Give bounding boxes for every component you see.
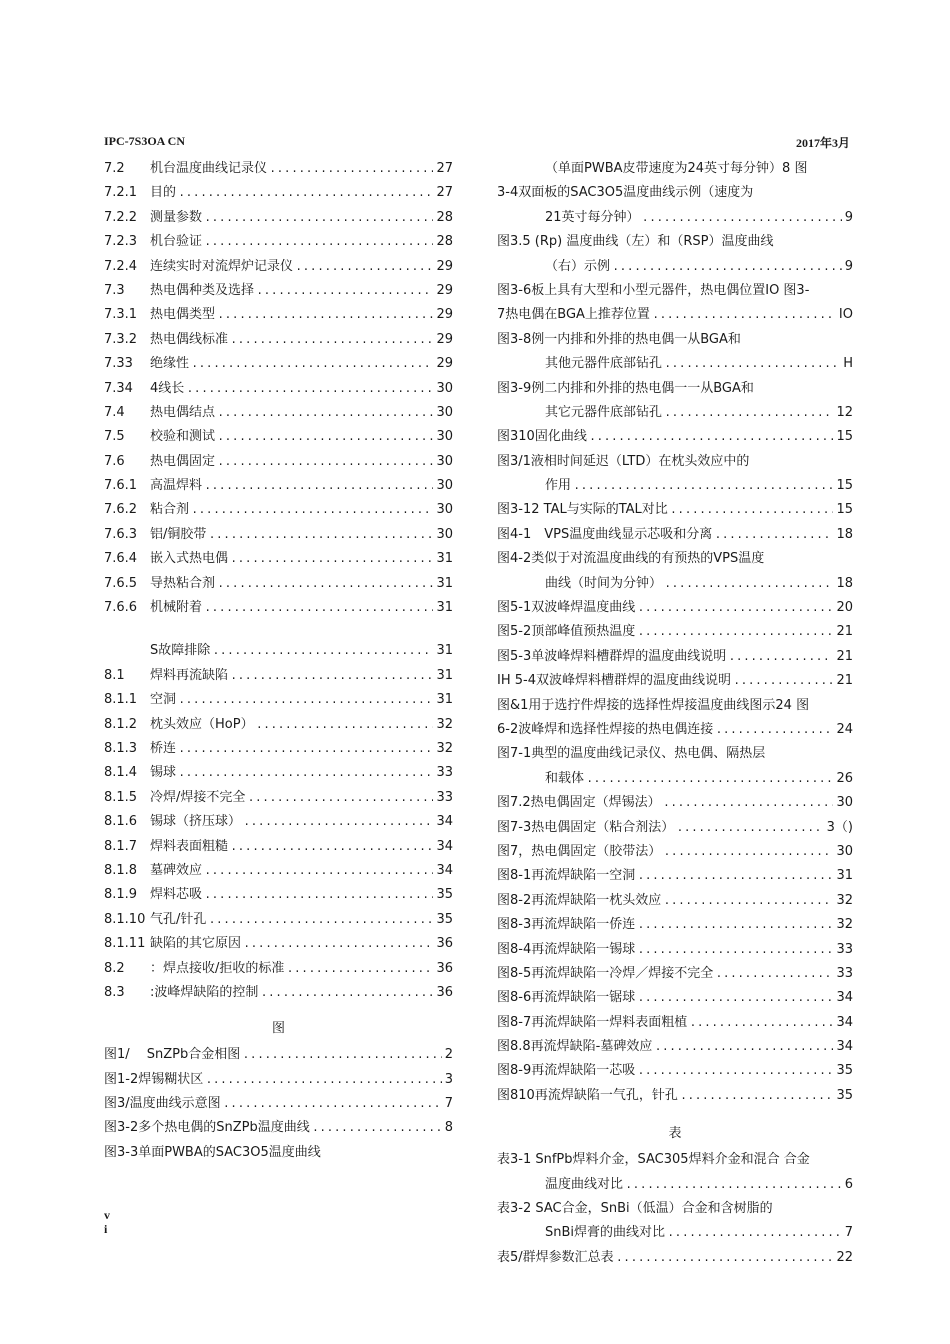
entry-number: 8.1.7 xyxy=(104,838,138,854)
entry-title: 图1-2焊锡糊状区 . . . xyxy=(104,1072,453,1087)
entry-title: S故障排除 . . . xyxy=(150,643,453,658)
entry-title: 图5-1双波峰焊温度曲线 . . . xyxy=(497,600,853,615)
toc-entry[interactable] xyxy=(104,450,453,474)
entry-page: 2 xyxy=(442,1043,453,1067)
entry-title: 21英寸每分钟） . . . xyxy=(545,210,853,225)
toc-entry[interactable] xyxy=(497,913,853,937)
entry-number: 7.6.1 xyxy=(104,478,138,494)
toc-entry[interactable] xyxy=(104,737,453,761)
toc-entry[interactable] xyxy=(497,328,853,352)
entry-page: 8 xyxy=(442,1116,453,1140)
entry-page: 35 xyxy=(833,1084,853,1108)
entry-number: 7.2.2 xyxy=(104,209,138,225)
entry-title: 图3-6板上具有大型和小型元器件，热电偶位置IO 图3- xyxy=(497,282,810,298)
entry-title: 测量参数 . . . xyxy=(150,210,453,225)
toc-entry[interactable] xyxy=(104,859,453,883)
entry-title: 热电偶线标准 . . . xyxy=(150,332,453,347)
entry-title: SnBi焊膏的曲线对比 . . . xyxy=(545,1225,853,1240)
entry-page: 35 xyxy=(433,883,453,907)
toc-entry[interactable] xyxy=(497,230,853,254)
toc-entry[interactable] xyxy=(104,1092,453,1116)
entry-title: 连续实时对流焊炉记录仪 . . . xyxy=(150,259,453,274)
entry-number: 7.6.3 xyxy=(104,526,138,542)
entry-number: 7.2 xyxy=(104,161,125,176)
toc-entry[interactable] xyxy=(104,957,453,981)
entry-title: 图1/ SnZPb合金相图 . . . xyxy=(104,1047,453,1062)
entry-title: 图7-1典型的温度曲线记录仪、热电偶、隔热层 xyxy=(497,746,766,762)
entry-page: 32 xyxy=(433,737,453,761)
toc-left-column xyxy=(104,157,453,1165)
entry-number: 7.2.1 xyxy=(104,185,138,201)
entry-number: 7.6.6 xyxy=(104,600,138,616)
entry-number: 8.1.2 xyxy=(104,716,138,732)
toc-entry[interactable] xyxy=(104,1116,453,1140)
entry-page: 27 xyxy=(433,157,453,181)
entry-title: 图7.2热电偶固定（焊锡法） . . . xyxy=(497,795,853,810)
entry-number: 8.1.5 xyxy=(104,789,138,805)
entry-title: 其它元器件底部钻孔 . . . xyxy=(545,405,853,420)
entry-page: 32 xyxy=(833,913,853,937)
entry-title: 图3-8例一内排和外排的热电偶一从BGA和 xyxy=(497,331,741,347)
entry-title: 图3/1液相时间延迟（LTD）在枕头效应中的 xyxy=(497,453,750,469)
entry-title: 曲线（时间为分钟） . . . xyxy=(545,576,853,591)
toc-entry[interactable] xyxy=(497,572,853,596)
toc-entry[interactable] xyxy=(104,377,453,401)
entry-number: 8.1.3 xyxy=(104,740,138,756)
entry-page: 30 xyxy=(433,377,453,401)
toc-entry[interactable] xyxy=(497,523,853,547)
table-list xyxy=(497,1148,853,1270)
entry-page: 15 xyxy=(833,474,853,498)
entry-page: 34 xyxy=(833,1011,853,1035)
entry-title: 图3/温度曲线示意图 . . . xyxy=(104,1096,453,1111)
entry-number: 8.1 xyxy=(104,667,125,683)
entry-title: 和载体 . . . xyxy=(545,771,853,786)
figures-heading: 图 xyxy=(271,1021,285,1037)
entry-title: 图3.5 (Rp) 温度曲线（左）和（RSP）温度曲线 xyxy=(497,234,774,250)
entry-title: 气孔/针孔 . . . xyxy=(150,912,453,927)
toc-entry[interactable] xyxy=(497,645,853,669)
entry-title: 高温焊料 . . . xyxy=(150,478,453,493)
toc-entry[interactable] xyxy=(497,889,853,913)
figure-list-left xyxy=(104,1043,453,1165)
entry-page: 34 xyxy=(433,810,453,834)
toc-entry[interactable] xyxy=(104,328,453,352)
entry-page: IO xyxy=(836,303,853,327)
entry-page: 30 xyxy=(433,523,453,547)
entry-title: 6-2波峰焊和选择性焊接的热电偶连接 . . . xyxy=(497,722,853,737)
entry-title: 作用 . . . xyxy=(545,478,853,493)
toc-entry[interactable] xyxy=(104,810,453,834)
entry-page: 30 xyxy=(433,450,453,474)
entry-title: 机台温度曲线记录仪 . . . xyxy=(150,161,453,176)
entry-page: 26 xyxy=(833,767,853,791)
toc-entry[interactable] xyxy=(104,981,453,1005)
toc-entry[interactable] xyxy=(104,255,453,279)
entry-title: 表3-1 SnfPb焊料介金，SAC305焊料介金和混合 合金 xyxy=(497,1152,810,1168)
entry-page: 28 xyxy=(433,206,453,230)
toc-entry[interactable] xyxy=(104,786,453,810)
entry-number: 7.6.5 xyxy=(104,575,138,591)
entry-title: 导热粘合剂 . . . xyxy=(150,576,453,591)
toc-entry[interactable] xyxy=(497,255,853,279)
entry-page: 12 xyxy=(833,401,853,425)
toc-entry[interactable] xyxy=(497,474,853,498)
toc-entry[interactable] xyxy=(497,401,853,425)
entry-page: 31 xyxy=(433,688,453,712)
toc-entry[interactable] xyxy=(497,1173,853,1197)
entry-title: 图8.8再流焊缺陷-墓碑效应 . . . xyxy=(497,1039,853,1054)
entry-title: 图3-3单面PWBA的SAC3O5温度曲线 xyxy=(104,1144,321,1160)
toc-entry[interactable] xyxy=(497,1246,853,1270)
toc-entry[interactable] xyxy=(497,377,853,401)
toc-entry[interactable] xyxy=(497,986,853,1010)
toc-entry[interactable] xyxy=(104,181,453,205)
entry-title: 墓碑效应 . . . xyxy=(150,863,453,878)
toc-entry[interactable] xyxy=(497,962,853,986)
entry-title: 绝缘性 . . . xyxy=(150,356,453,371)
entry-page: 7 xyxy=(442,1092,453,1116)
entry-title: 7热电偶在BGA上推荐位置 . . . xyxy=(497,307,853,322)
toc-entry[interactable] xyxy=(104,639,453,663)
toc-entry[interactable] xyxy=(497,620,853,644)
entry-title: ：焊点接收/拒收的标准 . . . xyxy=(150,961,453,976)
entry-page: 33 xyxy=(833,938,853,962)
entry-page: 36 xyxy=(433,932,453,956)
entry-number: 8.1.11 xyxy=(104,936,146,952)
entry-title: 表3-2 SAC合金，SnBi（低温）合金和含树脂的 xyxy=(497,1201,773,1217)
entry-page: 29 xyxy=(433,328,453,352)
toc-entry[interactable] xyxy=(104,474,453,498)
entry-title: 空洞 . . . xyxy=(150,692,453,707)
entry-title: 图3-9例二内排和外排的热电偶一一从BGA和 xyxy=(497,380,754,396)
toc-entry[interactable] xyxy=(104,279,453,303)
entry-page: 35 xyxy=(833,1059,853,1083)
entry-page: 30 xyxy=(433,401,453,425)
entry-title: 温度曲线对比 . . . xyxy=(545,1177,853,1192)
toc-entry[interactable] xyxy=(104,908,453,932)
toc-entry[interactable] xyxy=(104,206,453,230)
entry-title: 桥连 . . . xyxy=(150,741,453,756)
entry-title: 校验和测试 . . . xyxy=(150,429,453,444)
entry-number: 7.5 xyxy=(104,429,125,445)
toc-section-7 xyxy=(104,157,453,620)
entry-number: 7.6.2 xyxy=(104,502,138,518)
toc-entry[interactable] xyxy=(104,157,453,181)
toc-entry[interactable] xyxy=(104,761,453,785)
entry-page: 34 xyxy=(833,1035,853,1059)
entry-page: 34 xyxy=(433,835,453,859)
toc-entry[interactable] xyxy=(497,669,853,693)
toc-entry[interactable] xyxy=(497,279,853,303)
entry-page: 28 xyxy=(433,230,453,254)
entry-title: 热电偶结点 . . . xyxy=(150,405,453,420)
toc-entry[interactable] xyxy=(497,303,853,327)
toc-entry[interactable] xyxy=(497,1035,853,1059)
entry-number: 7.2.3 xyxy=(104,234,138,250)
entry-page: 22 xyxy=(833,1246,853,1270)
entry-page: 15 xyxy=(833,498,853,522)
entry-page: 29 xyxy=(433,255,453,279)
toc-entry[interactable] xyxy=(497,742,853,766)
toc-entry[interactable] xyxy=(104,572,453,596)
entry-page: 30 xyxy=(433,498,453,522)
entry-title: 表5/群焊参数汇总表 . . . xyxy=(497,1250,853,1265)
toc-entry[interactable] xyxy=(104,688,453,712)
page-number: v i xyxy=(104,1208,110,1236)
entry-title: 热电偶固定 . . . xyxy=(150,454,453,469)
toc-entry[interactable] xyxy=(497,547,853,571)
entry-page: 30 xyxy=(433,474,453,498)
toc-entry[interactable] xyxy=(104,883,453,907)
toc-entry[interactable] xyxy=(104,932,453,956)
entry-page: 33 xyxy=(833,962,853,986)
entry-page: 21 xyxy=(833,620,853,644)
toc-entry[interactable] xyxy=(497,1084,853,1108)
entry-number: 7.6.4 xyxy=(104,551,138,567)
entry-page: 31 xyxy=(833,864,853,888)
toc-entry[interactable] xyxy=(104,303,453,327)
entry-page: H xyxy=(840,352,853,376)
toc-entry[interactable] xyxy=(497,1221,853,1245)
entry-title: 热电偶类型 . . . xyxy=(150,307,453,322)
entry-title: 3-4双面板的SAC3O5温度曲线示例（速度为 xyxy=(497,185,754,201)
entry-title: 焊料再流缺陷 . . . xyxy=(150,668,453,683)
toc-entry[interactable] xyxy=(497,816,853,840)
entry-page: 30 xyxy=(433,425,453,449)
entry-title: 4线长 . . . xyxy=(150,381,453,396)
toc-entry[interactable] xyxy=(104,547,453,571)
entry-page: 30 xyxy=(833,840,853,864)
toc-entry[interactable] xyxy=(497,596,853,620)
toc-entry[interactable] xyxy=(104,713,453,737)
entry-page: 34 xyxy=(433,859,453,883)
toc-entry[interactable] xyxy=(497,1011,853,1035)
entry-title: 粘合剂 . . . xyxy=(150,502,453,517)
entry-page: 30 xyxy=(833,791,853,815)
toc-entry[interactable] xyxy=(497,840,853,864)
toc-entry[interactable] xyxy=(497,1059,853,1083)
entry-number: 8.3 xyxy=(104,984,125,1000)
entry-page: 20 xyxy=(833,596,853,620)
entry-number: 8.2 xyxy=(104,960,125,976)
entry-page: 21 xyxy=(833,669,853,693)
entry-page: 18 xyxy=(833,523,853,547)
entry-page: 31 xyxy=(433,639,453,663)
entry-title: （右）示例 . . . xyxy=(545,259,853,274)
entry-title: 图7，热电偶固定（胶带法） . . . xyxy=(497,844,853,859)
entry-title: 图5-2顶部峰值预热温度 . . . xyxy=(497,624,853,639)
toc-entry[interactable] xyxy=(104,352,453,376)
entry-number: 7.3.1 xyxy=(104,307,138,323)
entry-title: 焊料芯吸 . . . xyxy=(150,887,453,902)
entry-title: 缺陷的其它原因 . . . xyxy=(150,936,453,951)
entry-title: （单面PWBA皮带速度为24英寸每分钟）8 图 xyxy=(545,161,808,176)
entry-number: 8.1.6 xyxy=(104,814,138,830)
entry-page: 3（) xyxy=(824,816,853,840)
entry-number: 7.3.2 xyxy=(104,331,138,347)
entry-title: 冷焊/焊接不完全 . . . xyxy=(150,790,453,805)
header-doc-id: IPC-7S3OA CN xyxy=(104,134,186,148)
entry-page: 33 xyxy=(433,761,453,785)
entry-title: 图5-3单波峰焊料槽群焊的温度曲线说明 . . . xyxy=(497,649,853,664)
toc-entry[interactable] xyxy=(104,230,453,254)
entry-title: 图8-4再流焊缺陷一锡球 . . . xyxy=(497,942,853,957)
entry-number: 7.33 xyxy=(104,356,133,372)
entry-page: 27 xyxy=(433,181,453,205)
entry-title: 图810再流焊缺陷一气孔，针孔 . . . xyxy=(497,1088,853,1103)
entry-page: 21 xyxy=(833,645,853,669)
toc-entry[interactable] xyxy=(497,694,853,718)
toc-entry[interactable] xyxy=(104,523,453,547)
entry-page: 15 xyxy=(833,425,853,449)
entry-page: 35 xyxy=(433,908,453,932)
toc-entry[interactable] xyxy=(497,1197,853,1221)
entry-number: 8.1.8 xyxy=(104,862,138,878)
toc-entry[interactable] xyxy=(497,1148,853,1172)
toc-entry[interactable] xyxy=(497,181,853,205)
entry-title: 嵌入式热电偶 . . . xyxy=(150,551,453,566)
entry-title: :波峰焊缺陷的控制 . . . xyxy=(150,985,453,1000)
toc-entry[interactable] xyxy=(497,206,853,230)
entry-number: 8.1.9 xyxy=(104,887,138,903)
entry-title: 锡球（挤压球） . . . xyxy=(150,814,453,829)
entry-title: 图8-7再流焊缺陷一焊料表面粗植 . . . xyxy=(497,1015,853,1030)
entry-title: 图3-2多个热电偶的SnZPb温度曲线 . . . xyxy=(104,1120,453,1135)
toc-entry[interactable] xyxy=(104,1141,453,1165)
figure-list-right xyxy=(497,157,853,1108)
toc-entry[interactable] xyxy=(104,1043,453,1067)
entry-page: 3 xyxy=(442,1068,453,1092)
entry-page: 31 xyxy=(433,596,453,620)
entry-title: 其他元器件底部钻孔 . . . xyxy=(545,356,853,371)
toc-entry[interactable] xyxy=(104,1068,453,1092)
toc-entry[interactable] xyxy=(104,425,453,449)
toc-entry[interactable] xyxy=(497,425,853,449)
entry-page: 9 xyxy=(842,206,853,230)
toc-entry[interactable] xyxy=(497,498,853,522)
entry-page: 7 xyxy=(842,1221,853,1245)
toc-right-column xyxy=(497,157,853,1270)
entry-number: 7.4 xyxy=(104,404,125,420)
entry-page: 31 xyxy=(433,572,453,596)
entry-title: 图7-3热电偶固定（粘合剂法） . . . xyxy=(497,820,853,835)
entry-number: 7.6 xyxy=(104,453,125,469)
entry-number: 8.1.4 xyxy=(104,765,138,781)
entry-title: 锡球 . . . xyxy=(150,765,453,780)
entry-title: 铝/铜胶带 . . . xyxy=(150,527,453,542)
entry-title: 图4-2类似于对流温度曲线的有预热的VPS温度 xyxy=(497,551,765,567)
entry-number: 7.2.4 xyxy=(104,258,138,274)
entry-title: 图4-1 VPS温度曲线显示芯吸和分离 . . . xyxy=(497,527,853,542)
entry-title: 图310固化曲线 . . . xyxy=(497,429,853,444)
entry-number: 8.1.10 xyxy=(104,911,146,927)
entry-title: 枕头效应（HoP） . . . xyxy=(150,717,453,732)
entry-page: 18 xyxy=(833,572,853,596)
toc-entry[interactable] xyxy=(497,718,853,742)
toc-section-8 xyxy=(104,639,453,1005)
entry-page: 29 xyxy=(433,303,453,327)
entry-number: 7.3 xyxy=(104,282,125,298)
entry-page: 34 xyxy=(833,986,853,1010)
entry-page: 31 xyxy=(433,664,453,688)
entry-page: 24 xyxy=(833,718,853,742)
entry-title: 图&1用于选拧件焊接的选择性焊接温度曲线图示24 图 xyxy=(497,697,810,713)
entry-page: 32 xyxy=(433,713,453,737)
toc-entry[interactable] xyxy=(104,498,453,522)
toc-entry[interactable] xyxy=(104,835,453,859)
entry-page: 36 xyxy=(433,981,453,1005)
entry-page: 6 xyxy=(842,1173,853,1197)
entry-title: 图8-2再流焊缺陷一枕头效应 . . . xyxy=(497,893,853,908)
toc-entry[interactable] xyxy=(497,352,853,376)
entry-title: 图8-6再流焊缺陷一锯球 . . . xyxy=(497,990,853,1005)
toc-entry[interactable] xyxy=(104,664,453,688)
entry-page: 31 xyxy=(433,547,453,571)
entry-title: 图8-9再流焊缺陷一芯吸 . . . xyxy=(497,1063,853,1078)
entry-title: 热电偶种类及选择 . . . xyxy=(150,283,453,298)
toc-entry[interactable] xyxy=(497,938,853,962)
entry-number: 7.34 xyxy=(104,380,133,396)
tables-heading: 表 xyxy=(668,1126,682,1142)
entry-title: 图8-1再流焊缺陷一空洞 . . . xyxy=(497,868,853,883)
toc-entry[interactable] xyxy=(104,401,453,425)
entry-page: 33 xyxy=(433,786,453,810)
entry-title: 机械附着 . . . xyxy=(150,600,453,615)
entry-title: 图8-5再流焊缺陷一冷焊／焊接不完全 . . . xyxy=(497,966,853,981)
header-date: 2017年3月 xyxy=(795,136,850,150)
toc-entry[interactable] xyxy=(497,864,853,888)
entry-title: 目的 . . . xyxy=(150,185,453,200)
toc-entry[interactable] xyxy=(497,450,853,474)
entry-title: IH 5-4双波峰焊料槽群焊的温度曲线说明 . . . xyxy=(497,673,853,688)
toc-entry[interactable] xyxy=(497,767,853,791)
toc-entry[interactable] xyxy=(104,596,453,620)
toc-entry[interactable] xyxy=(497,157,853,181)
entry-page: 9 xyxy=(842,255,853,279)
entry-page: 32 xyxy=(833,889,853,913)
entry-page: 29 xyxy=(433,352,453,376)
entry-number: 8.1.1 xyxy=(104,692,138,708)
entry-title: 图3-12 TAL与实际的TAL对比 . . . xyxy=(497,502,853,517)
entry-title: 图8-3再流焊缺陷一侨连 . . . xyxy=(497,917,853,932)
entry-page: 29 xyxy=(433,279,453,303)
entry-title: 机台验证 . . . xyxy=(150,234,453,249)
entry-title: 焊料表面粗糙 . . . xyxy=(150,839,453,854)
entry-page: 36 xyxy=(433,957,453,981)
toc-entry[interactable] xyxy=(497,791,853,815)
